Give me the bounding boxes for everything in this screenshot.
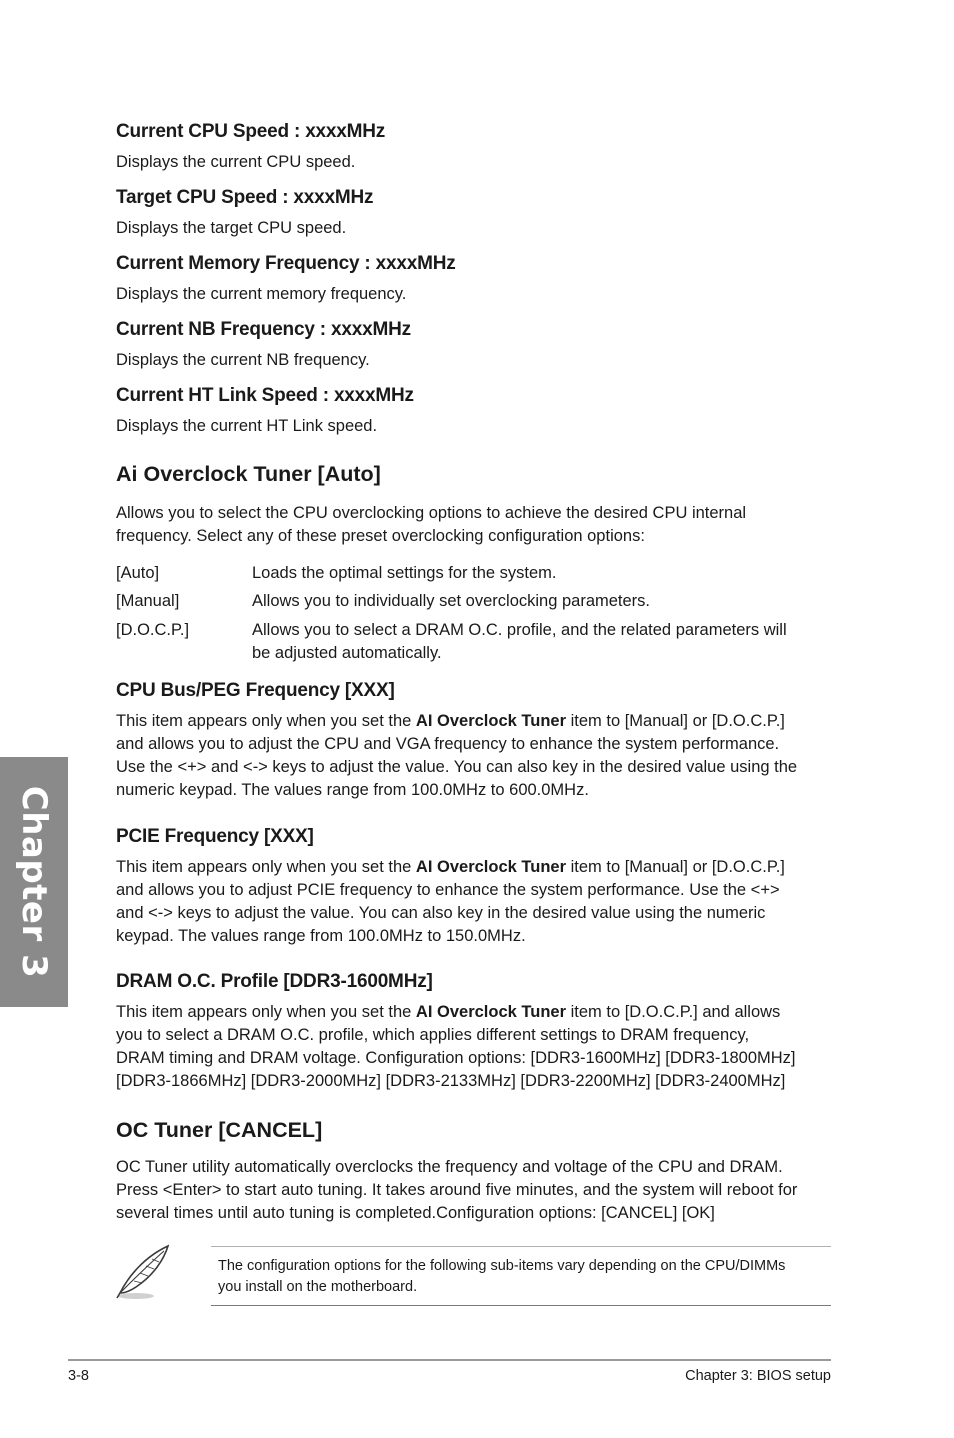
dram-description bbox=[116, 1001, 836, 1093]
paragraph-line: Press <Enter> to start auto tuning. It takes around five minutes, and the system will reboot for bbox=[116, 1181, 798, 1199]
paragraph-line: Allows you to select the CPU overclocking options to achieve the desired CPU internal bbox=[116, 504, 747, 522]
item-title-current-cpu-speed: Current CPU Speed : xxxxMHz bbox=[116, 121, 386, 142]
note-top-rule bbox=[211, 1246, 831, 1247]
paragraph-line: Use the <+> and <-> keys to adjust the value. You can also key in the desired value using the bbox=[116, 758, 798, 776]
item-desc-current-nb-frequency: Displays the current NB frequency. bbox=[116, 351, 370, 369]
bold-term: AI Overclock Tuner bbox=[415, 1003, 567, 1021]
paragraph-line: OC Tuner utility automatically overclocks the frequency and voltage of the CPU and DRAM. bbox=[116, 1158, 783, 1176]
note-bottom-rule bbox=[211, 1305, 831, 1306]
paragraph-line bbox=[116, 856, 836, 879]
pencil-note-icon bbox=[114, 1243, 174, 1301]
item-title-target-cpu-speed: Target CPU Speed : xxxxMHz bbox=[116, 187, 374, 208]
pcie-description bbox=[116, 856, 836, 948]
item-desc-current-ht-link-speed: Displays the current HT Link speed. bbox=[116, 417, 378, 435]
paragraph-line: keypad. The values range from 100.0MHz to 150.0MHz. bbox=[116, 927, 526, 945]
note-text bbox=[218, 1256, 785, 1298]
footer-section-title: Chapter 3: BIOS setup bbox=[685, 1368, 831, 1384]
paragraph-line: you to select a DRAM O.C. profile, which applies different settings to DRAM frequency, bbox=[116, 1026, 750, 1044]
paragraph-line: and allows you to adjust the CPU and VGA frequency to enhance the system performance. bbox=[116, 735, 780, 753]
text-prefix: This item appears only when you set the bbox=[116, 1003, 416, 1021]
chapter-tab-label: Chapter 3 bbox=[14, 785, 54, 979]
item-title-current-memory-frequency: Current Memory Frequency : xxxxMHz bbox=[116, 253, 456, 274]
option-key-docp: [D.O.C.P.] bbox=[116, 621, 190, 639]
text-rest: item to [D.O.C.P.] and allows bbox=[566, 1003, 781, 1021]
text-prefix: This item appears only when you set the bbox=[116, 858, 416, 876]
item-title-dram-oc-profile: DRAM O.C. Profile [DDR3-1600MHz] bbox=[116, 971, 433, 992]
option-desc-manual: Allows you to individually set overclocking parameters. bbox=[252, 592, 651, 610]
item-title-pcie-frequency: PCIE Frequency [XXX] bbox=[116, 826, 314, 847]
item-title-current-ht-link-speed: Current HT Link Speed : xxxxMHz bbox=[116, 385, 414, 406]
note-line: The configuration options for the following sub-items vary depending on the CPU/DIMMs bbox=[218, 1258, 786, 1274]
option-desc-line: be adjusted automatically. bbox=[252, 644, 442, 662]
option-desc-auto: Loads the optimal settings for the system. bbox=[252, 564, 557, 582]
item-desc-target-cpu-speed: Displays the target CPU speed. bbox=[116, 219, 347, 237]
section-title-oc-tuner: OC Tuner [CANCEL] bbox=[116, 1118, 323, 1142]
paragraph-line: and allows you to adjust PCIE frequency to enhance the system performance. Use the <+> bbox=[116, 881, 780, 899]
item-title-current-nb-frequency: Current NB Frequency : xxxxMHz bbox=[116, 319, 411, 340]
paragraph-line: [DDR3-1866MHz] [DDR3-2000MHz] [DDR3-2133MHz] [DDR3-2200MHz] [DDR3-2400MHz] bbox=[116, 1072, 786, 1090]
option-desc-line: Allows you to select a DRAM O.C. profile, and the related parameters will bbox=[252, 621, 787, 639]
item-desc-current-cpu-speed: Displays the current CPU speed. bbox=[116, 153, 356, 171]
option-key-manual: [Manual] bbox=[116, 592, 180, 610]
text-rest: item to [Manual] or [D.O.C.P.] bbox=[566, 712, 785, 730]
bold-term: AI Overclock Tuner bbox=[415, 858, 567, 876]
option-desc-docp bbox=[252, 619, 787, 665]
paragraph-line: several times until auto tuning is completed.Configuration options: [CANCEL] [OK] bbox=[116, 1204, 715, 1222]
cpu-bus-description bbox=[116, 710, 836, 802]
paragraph-line bbox=[116, 710, 836, 733]
note-line: you install on the motherboard. bbox=[218, 1279, 418, 1295]
paragraph-line: and <-> keys to adjust the value. You can also key in the desired value using the numeric bbox=[116, 904, 766, 922]
footer-rule bbox=[68, 1359, 831, 1361]
bold-term: AI Overclock Tuner bbox=[415, 712, 567, 730]
paragraph-line: DRAM timing and DRAM voltage. Configuration options: [DDR3-1600MHz] [DDR3-1800MHz] bbox=[116, 1049, 796, 1067]
paragraph-line bbox=[116, 1001, 836, 1024]
section-title-ai-overclock-tuner: Ai Overclock Tuner [Auto] bbox=[116, 462, 381, 486]
text-prefix: This item appears only when you set the bbox=[116, 712, 416, 730]
option-key-auto: [Auto] bbox=[116, 564, 160, 582]
chapter-side-tab bbox=[0, 757, 68, 1007]
ai-overclock-description bbox=[116, 502, 836, 548]
item-desc-current-memory-frequency: Displays the current memory frequency. bbox=[116, 285, 407, 303]
paragraph-line: frequency. Select any of these preset overclocking configuration options: bbox=[116, 527, 645, 545]
text-rest: item to [Manual] or [D.O.C.P.] bbox=[566, 858, 785, 876]
paragraph-line: numeric keypad. The values range from 100.0MHz to 600.0MHz. bbox=[116, 781, 589, 799]
oc-tuner-description bbox=[116, 1156, 836, 1225]
item-title-cpu-bus-peg-frequency: CPU Bus/PEG Frequency [XXX] bbox=[116, 680, 395, 701]
footer-page-number: 3-8 bbox=[68, 1368, 89, 1384]
